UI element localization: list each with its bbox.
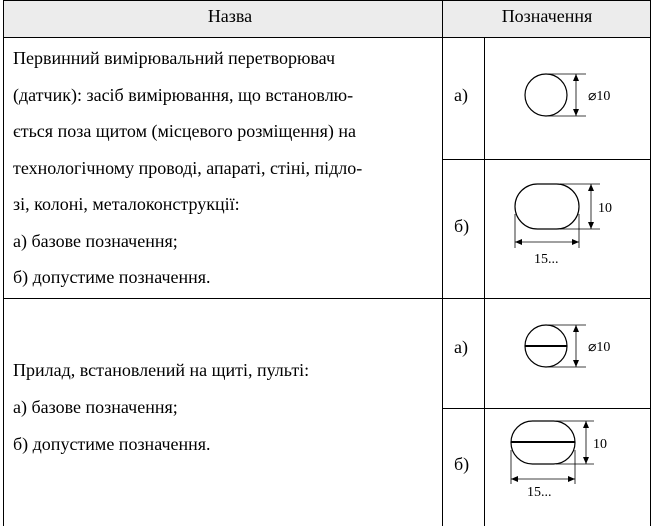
row-2-line-2: а) базове позначення; <box>13 397 178 417</box>
row-2-line-1: Прилад, встановлений на щиті, пульті: <box>13 360 310 380</box>
row-1-line-7: б) допустиме позначення. <box>13 267 211 287</box>
row-1-tag-a: а) <box>454 85 468 105</box>
row-1-line-6: а) базове позначення; <box>13 230 178 251</box>
sensor-width-label: 15... <box>534 252 559 267</box>
row-1-line-4: технологічному проводі, апараті, стіні, підло- <box>13 157 363 178</box>
row-1-line-1: Первинний вимірювальний перетворювач <box>13 48 336 68</box>
row-1-tag-b: б) <box>454 216 470 236</box>
row-1-line-3: ється поза щитом (місцевого розміщення) на <box>13 121 357 141</box>
sensor-height-label: 10 <box>598 201 612 216</box>
header-designation: Позначення <box>501 6 593 26</box>
row-1-line-2: (датчик): засіб вимірювання, що встановлю- <box>13 84 354 105</box>
sensor-diameter-label: ⌀10 <box>588 89 611 104</box>
row-1-line-5: зі, колоні, металоконструкції: <box>13 194 240 214</box>
header-name: Назва <box>207 6 253 26</box>
row-2-line-3: б) допустиме позначення. <box>13 434 211 454</box>
row-2-tag-b: б) <box>454 454 470 474</box>
panel-device-diameter-label: ⌀10 <box>588 340 611 355</box>
panel-device-height-label: 10 <box>593 437 607 452</box>
panel-device-width-label: 15... <box>527 485 552 500</box>
row-2-tag-a: а) <box>454 337 468 357</box>
